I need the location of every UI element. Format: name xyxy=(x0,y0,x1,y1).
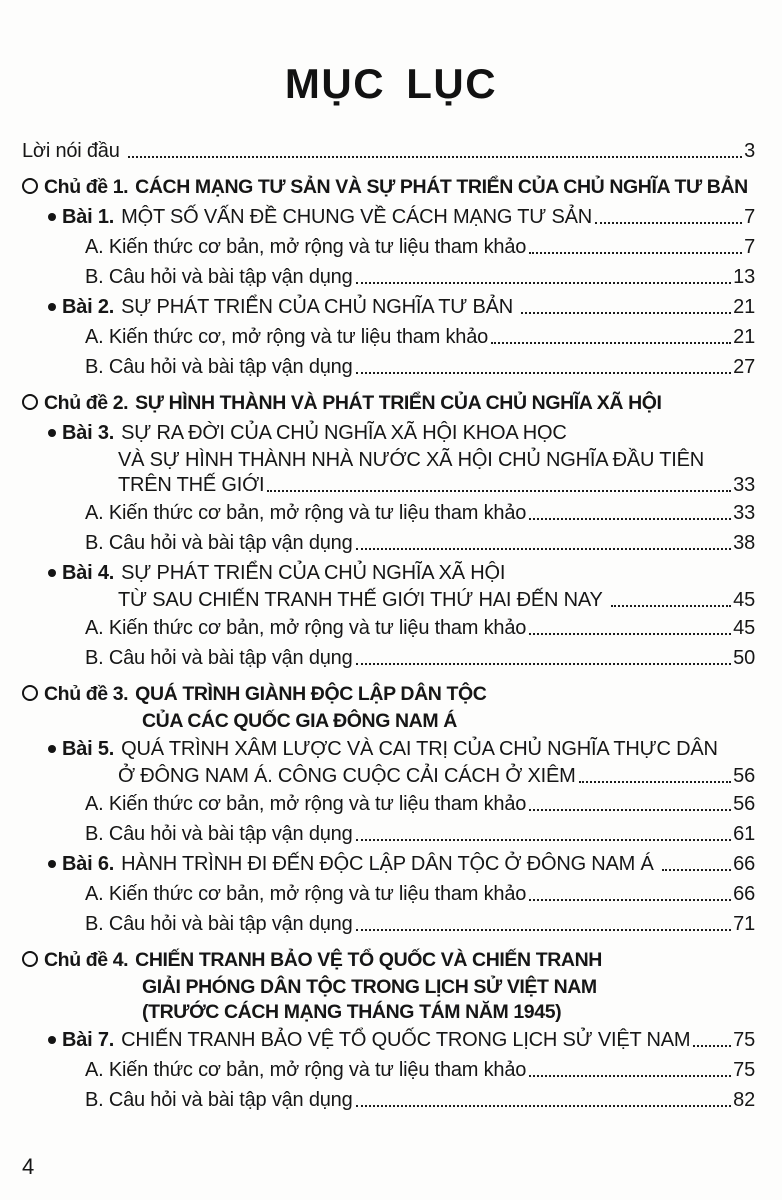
entry-title: A. Kiến thức cơ bản, mở rộng và tư liệu tham khảo xyxy=(85,617,527,639)
entry-title: A. Kiến thức cơ bản, mở rộng và tư liệu tham khảo xyxy=(85,793,527,815)
dot-leader xyxy=(659,849,733,879)
toc-chapter-row xyxy=(22,388,755,418)
toc-lesson-row xyxy=(22,202,755,232)
toc-lesson-cont-row xyxy=(22,473,755,498)
entry-title: B. Câu hỏi và bài tập vận dụng xyxy=(85,266,353,288)
entry-title: SỰ PHÁT TRIỂN CỦA CHỦ NGHĨA TƯ BẢN xyxy=(121,296,519,318)
toc-lesson-row xyxy=(22,849,755,879)
entry-number-prefix: Bài 7. xyxy=(62,1029,115,1051)
toc-sub-row xyxy=(22,1055,755,1085)
entry-page-number: 50 xyxy=(733,647,755,669)
entry-number-prefix: Bài 5. xyxy=(62,738,115,760)
entry-number-prefix: Chủ đề 3. xyxy=(44,683,129,705)
toc-lesson-cont-row xyxy=(22,588,755,613)
entry-title: TỪ SAU CHIẾN TRANH THẾ GIỚI THỨ HAI ĐẾN NAY xyxy=(118,589,608,611)
entry-number-prefix: Chủ đề 1. xyxy=(44,176,129,198)
entry-page-number: 21 xyxy=(733,296,755,318)
entry-page-number: 13 xyxy=(733,266,755,288)
entry-number-prefix: Bài 4. xyxy=(62,562,115,584)
entry-page-number: 82 xyxy=(733,1089,755,1111)
toc-lesson-row xyxy=(22,558,755,588)
entry-title: B. Câu hỏi và bài tập vận dụng xyxy=(85,532,353,554)
entry-title: QUÁ TRÌNH GIÀNH ĐỘC LẬP DÂN TỘC xyxy=(135,683,487,705)
bullet-marker-icon xyxy=(48,429,56,437)
toc-sub-row xyxy=(22,352,755,382)
entry-title: (TRƯỚC CÁCH MẠNG THÁNG TÁM NĂM 1945) xyxy=(142,1001,562,1023)
dot-leader xyxy=(526,879,733,909)
dot-leader xyxy=(353,262,734,292)
entry-page-number: 61 xyxy=(733,823,755,845)
entry-number-prefix: Bài 1. xyxy=(62,206,115,228)
circle-marker-icon xyxy=(22,951,38,967)
entry-title: TRÊN THẾ GIỚI xyxy=(118,474,265,496)
toc-preface-row xyxy=(22,136,755,166)
entry-title: B. Câu hỏi và bài tập vận dụng xyxy=(85,1089,353,1111)
entry-title: HÀNH TRÌNH ĐI ĐẾN ĐỘC LẬP DÂN TỘC Ở ĐÔNG NAM Á xyxy=(121,853,659,875)
dot-leader xyxy=(608,588,734,613)
entry-title: B. Câu hỏi và bài tập vận dụng xyxy=(85,356,353,378)
circle-marker-icon xyxy=(22,178,38,194)
entry-page-number: 45 xyxy=(733,617,755,639)
entry-title: A. Kiến thức cơ, mở rộng và tư liệu tham khảo xyxy=(85,326,489,348)
entry-title: CHIẾN TRANH BẢO VỆ TỔ QUỐC VÀ CHIẾN TRANH xyxy=(135,949,602,971)
dot-leader xyxy=(353,909,734,939)
entry-number-prefix: Chủ đề 4. xyxy=(44,949,129,971)
entry-title: SỰ RA ĐỜI CỦA CHỦ NGHĨA XÃ HỘI KHOA HỌC xyxy=(121,422,567,444)
toc-chapter-row xyxy=(22,172,755,202)
bullet-marker-icon xyxy=(48,303,56,311)
toc-sub-row xyxy=(22,232,755,262)
toc-chapter-row xyxy=(22,679,755,709)
entry-title: B. Câu hỏi và bài tập vận dụng xyxy=(85,647,353,669)
entry-title: Lời nói đầu xyxy=(22,140,126,162)
entry-title: MỘT SỐ VẤN ĐỀ CHUNG VỀ CÁCH MẠNG TƯ SẢN xyxy=(121,206,592,228)
entry-title: QUÁ TRÌNH XÂM LƯỢC VÀ CAI TRỊ CỦA CHỦ NGHĨA THỰC DÂN xyxy=(121,738,718,760)
dot-leader xyxy=(353,819,734,849)
entry-page-number: 75 xyxy=(733,1059,755,1081)
entry-page-number: 7 xyxy=(744,236,755,258)
toc-sub-row xyxy=(22,789,755,819)
page-title: MỤC LỤC xyxy=(284,60,498,107)
entry-title: Ở ĐÔNG NAM Á. CÔNG CUỘC CẢI CÁCH Ở XIÊM xyxy=(118,765,576,787)
entry-page-number: 21 xyxy=(733,326,755,348)
entry-title: A. Kiến thức cơ bản, mở rộng và tư liệu tham khảo xyxy=(85,883,527,905)
entry-page-number: 45 xyxy=(733,589,755,611)
toc-sub-row xyxy=(22,643,755,673)
toc-sub-row xyxy=(22,613,755,643)
entry-page-number: 66 xyxy=(733,883,755,905)
entry-page-number: 75 xyxy=(733,1029,755,1051)
toc-chapter-cont-row xyxy=(22,709,755,734)
toc-sub-row xyxy=(22,498,755,528)
toc-sub-row xyxy=(22,262,755,292)
toc-lesson-row xyxy=(22,418,755,448)
toc-chapter-row xyxy=(22,945,755,975)
dot-leader xyxy=(592,202,744,232)
entry-number-prefix: Bài 2. xyxy=(62,296,115,318)
footer-page-number: 4 xyxy=(22,1154,35,1179)
dot-leader xyxy=(353,352,734,382)
circle-marker-icon xyxy=(22,394,38,410)
toc-chapter-cont-row xyxy=(22,975,755,1000)
dot-leader xyxy=(526,232,744,262)
dot-leader xyxy=(526,789,733,819)
entry-title: SỰ PHÁT TRIỂN CỦA CHỦ NGHĨA XÃ HỘI xyxy=(121,562,506,584)
dot-leader xyxy=(264,473,733,498)
dot-leader xyxy=(125,136,744,166)
toc-sub-row xyxy=(22,322,755,352)
bullet-marker-icon xyxy=(48,1036,56,1044)
toc-sub-row xyxy=(22,879,755,909)
toc-lesson-cont-row xyxy=(22,448,755,473)
dot-leader xyxy=(353,528,734,558)
entry-page-number: 66 xyxy=(733,853,755,875)
toc-lesson-row xyxy=(22,1025,755,1055)
entry-title: CỦA CÁC QUỐC GIA ĐÔNG NAM Á xyxy=(142,710,457,732)
entry-page-number: 27 xyxy=(733,356,755,378)
entry-title: CHIẾN TRANH BẢO VỆ TỔ QUỐC TRONG LỊCH SỬ VIỆT NAM xyxy=(121,1029,691,1051)
toc-sub-row xyxy=(22,909,755,939)
bullet-marker-icon xyxy=(48,213,56,221)
toc-sub-row xyxy=(22,528,755,558)
entry-title: CÁCH MẠNG TƯ SẢN VÀ SỰ PHÁT TRIỂN CỦA CHỦ NGHĨA TƯ BẢN xyxy=(135,176,748,198)
entry-page-number: 3 xyxy=(744,140,755,162)
entry-page-number: 38 xyxy=(733,532,755,554)
entry-page-number: 71 xyxy=(733,913,755,935)
entry-page-number: 56 xyxy=(733,793,755,815)
entry-title: A. Kiến thức cơ bản, mở rộng và tư liệu tham khảo xyxy=(85,1059,527,1081)
dot-leader xyxy=(576,764,734,789)
entry-page-number: 7 xyxy=(744,206,755,228)
circle-marker-icon xyxy=(22,685,38,701)
dot-leader xyxy=(353,1085,734,1115)
dot-leader xyxy=(526,613,733,643)
table-of-contents xyxy=(0,136,782,1115)
toc-sub-row xyxy=(22,819,755,849)
toc-lesson-row xyxy=(22,734,755,764)
bullet-marker-icon xyxy=(48,569,56,577)
dot-leader xyxy=(526,498,733,528)
entry-title: A. Kiến thức cơ bản, mở rộng và tư liệu tham khảo xyxy=(85,236,527,258)
entry-title: B. Câu hỏi và bài tập vận dụng xyxy=(85,823,353,845)
dot-leader xyxy=(488,322,733,352)
entry-title: A. Kiến thức cơ bản, mở rộng và tư liệu tham khảo xyxy=(85,502,527,524)
dot-leader xyxy=(690,1025,733,1055)
toc-sub-row xyxy=(22,1085,755,1115)
bullet-marker-icon xyxy=(48,745,56,753)
entry-title: VÀ SỰ HÌNH THÀNH NHÀ NƯỚC XÃ HỘI CHỦ NGHĨA ĐẦU TIÊN xyxy=(118,449,705,471)
toc-lesson-cont-row xyxy=(22,764,755,789)
toc-lesson-row xyxy=(22,292,755,322)
dot-leader xyxy=(526,1055,733,1085)
entry-page-number: 33 xyxy=(733,474,755,496)
dot-leader xyxy=(353,643,734,673)
entry-title: B. Câu hỏi và bài tập vận dụng xyxy=(85,913,353,935)
entry-title: GIẢI PHÓNG DÂN TỘC TRONG LỊCH SỬ VIỆT NAM xyxy=(142,976,597,998)
entry-number-prefix: Bài 3. xyxy=(62,422,115,444)
entry-title: SỰ HÌNH THÀNH VÀ PHÁT TRIỂN CỦA CHỦ NGHĨA XÃ HỘI xyxy=(135,392,662,414)
toc-chapter-cont-row xyxy=(22,1000,755,1025)
entry-number-prefix: Chủ đề 2. xyxy=(44,392,129,414)
entry-page-number: 33 xyxy=(733,502,755,524)
bullet-marker-icon xyxy=(48,860,56,868)
dot-leader xyxy=(518,292,733,322)
entry-number-prefix: Bài 6. xyxy=(62,853,115,875)
entry-page-number: 56 xyxy=(733,765,755,787)
